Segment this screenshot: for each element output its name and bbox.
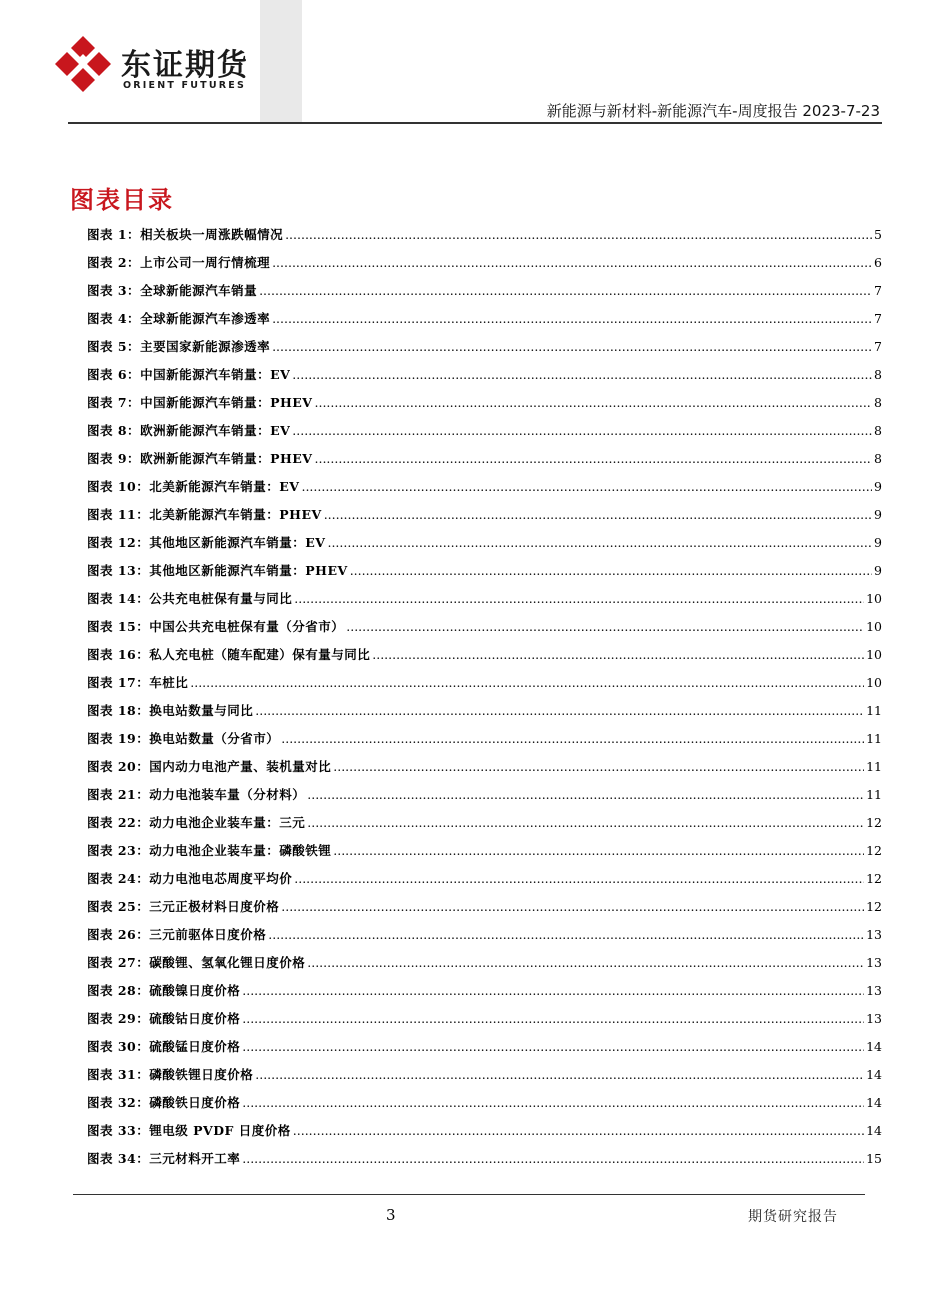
page-number: 3: [386, 1206, 396, 1224]
toc-entry-label: 图表 4：: [87, 311, 141, 326]
toc-entry-page: 12: [866, 843, 882, 858]
toc-dot-leader: [272, 253, 872, 273]
toc-entry-title: 相关板块一周涨跌幅情况: [140, 227, 284, 242]
toc-entry-page: 13: [866, 983, 882, 998]
toc-entry-title: 全球新能源汽车渗透率: [140, 311, 271, 326]
toc-entry-title: 私人充电桩（随车配建）保有量与同比: [149, 647, 371, 662]
toc-entry-page: 15: [866, 1151, 882, 1166]
footer-label: 期货研究报告: [748, 1209, 838, 1225]
toc-dot-leader: [294, 869, 864, 889]
toc-entry-label: 图表 20：: [87, 759, 150, 774]
toc-dot-leader: [301, 477, 872, 497]
toc-entry-page: 12: [866, 899, 882, 914]
toc-entry[interactable]: [87, 673, 882, 701]
toc-entry[interactable]: [87, 561, 882, 589]
toc-dot-leader: [255, 701, 864, 721]
toc-dot-leader: [307, 785, 864, 805]
toc-entry-page: 12: [866, 815, 882, 830]
toc-entry-page: 8: [874, 367, 882, 382]
toc-entry[interactable]: [87, 869, 882, 897]
toc-entry-page: 8: [874, 451, 882, 466]
toc-entry[interactable]: [87, 1093, 882, 1121]
toc-entry-label: 图表 1：: [87, 227, 141, 242]
toc-entry-title: 欧洲新能源汽车销量：EV: [140, 423, 291, 438]
toc-dot-leader: [333, 757, 864, 777]
toc-entry-page: 12: [866, 871, 882, 886]
orient-futures-logo-icon: [55, 36, 111, 94]
toc-entry-label: 图表 27：: [87, 955, 150, 970]
toc-entry-page: 14: [866, 1123, 882, 1138]
toc-entry-title: 三元材料开工率: [149, 1151, 241, 1166]
toc-dot-leader: [307, 813, 864, 833]
toc-entry-title: 全球新能源汽车销量: [140, 283, 258, 298]
toc-entry[interactable]: [87, 477, 882, 505]
toc-entry[interactable]: [87, 785, 882, 813]
toc-dot-leader: [294, 589, 864, 609]
toc-dot-leader: [259, 281, 872, 301]
toc-entry-page: 9: [874, 563, 882, 578]
toc-dot-leader: [327, 533, 872, 553]
toc-entry-page: 7: [874, 283, 882, 298]
toc-entry-page: 10: [866, 675, 882, 690]
toc-entry-title: 欧洲新能源汽车销量：PHEV: [140, 451, 313, 466]
toc-entry-page: 11: [866, 703, 882, 718]
toc-entry[interactable]: [87, 645, 882, 673]
toc-dot-leader: [350, 561, 872, 581]
toc-entry-label: 图表 29：: [87, 1011, 150, 1026]
toc-entry-title: 主要国家新能源渗透率: [140, 339, 271, 354]
toc-dot-leader: [324, 505, 872, 525]
toc-entry-label: 图表 3：: [87, 283, 141, 298]
toc-entry-label: 图表 13：: [87, 563, 150, 578]
toc-dot-leader: [255, 1065, 864, 1085]
toc-entry-title: 上市公司一周行情梳理: [140, 255, 271, 270]
toc-entry-label: 图表 7：: [87, 395, 141, 410]
toc-dot-leader: [281, 897, 864, 917]
toc-entry-label: 图表 34：: [87, 1151, 150, 1166]
toc-entry-title: 中国新能源汽车销量：PHEV: [140, 395, 313, 410]
toc-entry[interactable]: [87, 925, 882, 953]
toc-entry-label: 图表 14：: [87, 591, 150, 606]
toc-entry[interactable]: [87, 589, 882, 617]
toc-entry-page: 14: [866, 1067, 882, 1082]
toc-entry-label: 图表 31：: [87, 1067, 150, 1082]
toc-entry-label: 图表 17：: [87, 675, 150, 690]
toc-entry[interactable]: [87, 1121, 882, 1149]
toc-entry-title: 硫酸钴日度价格: [149, 1011, 241, 1026]
toc-entry-label: 图表 16：: [87, 647, 150, 662]
toc-entry[interactable]: [87, 393, 882, 421]
toc-entry-label: 图表 28：: [87, 983, 150, 998]
toc-entry-title: 中国新能源汽车销量：EV: [140, 367, 291, 382]
toc-dot-leader: [293, 1121, 864, 1141]
toc-entry-label: 图表 6：: [87, 367, 141, 382]
toc-entry-title: 动力电池装车量（分材料）: [149, 787, 306, 802]
toc-entry-title: 其他地区新能源汽车销量：PHEV: [149, 563, 348, 578]
toc-entry[interactable]: [87, 953, 882, 981]
toc-entry-page: 5: [874, 227, 882, 242]
toc-entry[interactable]: [87, 337, 882, 365]
toc-entry-page: 8: [874, 395, 882, 410]
toc-dot-leader: [315, 449, 873, 469]
toc-entry[interactable]: [87, 421, 882, 449]
toc-entry-label: 图表 18：: [87, 703, 150, 718]
toc-entry-label: 图表 12：: [87, 535, 150, 550]
toc-entry-title: 换电站数量与同比: [149, 703, 254, 718]
toc-dot-leader: [307, 953, 864, 973]
toc-dot-leader: [272, 337, 872, 357]
toc-dot-leader: [242, 981, 864, 1001]
toc-entry[interactable]: [87, 617, 882, 645]
toc-entry[interactable]: [87, 533, 882, 561]
toc-entry[interactable]: [87, 757, 882, 785]
footer-divider: [73, 1194, 865, 1195]
toc-entry-title: 公共充电桩保有量与同比: [149, 591, 293, 606]
toc-entry[interactable]: [87, 981, 882, 1009]
toc-entry-page: 9: [874, 479, 882, 494]
toc-entry-label: 图表 2：: [87, 255, 141, 270]
toc-dot-leader: [281, 729, 864, 749]
toc-entry-title: 北美新能源汽车销量：PHEV: [149, 507, 322, 522]
toc-dot-leader: [292, 365, 872, 385]
toc-entry-page: 9: [874, 507, 882, 522]
table-of-figures: [87, 225, 882, 1177]
toc-entry-page: 8: [874, 423, 882, 438]
toc-entry-page: 7: [874, 339, 882, 354]
toc-entry-label: 图表 22：: [87, 815, 150, 830]
toc-heading: 图表目录: [70, 186, 174, 214]
toc-entry-label: 图表 15：: [87, 619, 150, 634]
toc-entry-label: 图表 25：: [87, 899, 150, 914]
toc-entry-title: 中国公共充电桩保有量（分省市）: [149, 619, 345, 634]
toc-dot-leader: [285, 225, 872, 245]
toc-entry-label: 图表 33：: [87, 1123, 150, 1138]
toc-dot-leader: [346, 617, 864, 637]
toc-entry[interactable]: [87, 1065, 882, 1093]
toc-entry-label: 图表 21：: [87, 787, 150, 802]
toc-entry[interactable]: [87, 309, 882, 337]
toc-entry-title: 硫酸镍日度价格: [149, 983, 241, 998]
toc-entry-label: 图表 9：: [87, 451, 141, 466]
toc-entry-page: 11: [866, 731, 882, 746]
toc-entry[interactable]: [87, 897, 882, 925]
header-divider: [68, 122, 882, 124]
toc-entry-page: 14: [866, 1095, 882, 1110]
toc-dot-leader: [272, 309, 872, 329]
toc-entry-page: 11: [866, 787, 882, 802]
toc-entry[interactable]: [87, 701, 882, 729]
toc-entry-title: 三元正极材料日度价格: [149, 899, 280, 914]
toc-entry-title: 其他地区新能源汽车销量：EV: [149, 535, 326, 550]
logo-english-name: ORIENT FUTURES: [123, 80, 246, 91]
toc-entry-label: 图表 5：: [87, 339, 141, 354]
toc-dot-leader: [333, 841, 864, 861]
toc-entry-title: 三元前驱体日度价格: [149, 927, 267, 942]
toc-entry[interactable]: [87, 1149, 882, 1177]
toc-entry-label: 图表 23：: [87, 843, 150, 858]
toc-entry-page: 13: [866, 927, 882, 942]
toc-entry-page: 10: [866, 647, 882, 662]
toc-entry-page: 11: [866, 759, 882, 774]
toc-dot-leader: [268, 925, 864, 945]
toc-entry[interactable]: [87, 281, 882, 309]
toc-dot-leader: [242, 1149, 864, 1169]
toc-entry[interactable]: [87, 813, 882, 841]
toc-dot-leader: [292, 421, 872, 441]
toc-entry-title: 硫酸锰日度价格: [149, 1039, 241, 1054]
company-logo: [55, 36, 285, 96]
toc-dot-leader: [190, 673, 864, 693]
toc-entry-label: 图表 11：: [87, 507, 150, 522]
toc-entry-page: 13: [866, 1011, 882, 1026]
toc-entry-page: 6: [874, 255, 882, 270]
toc-entry-title: 碳酸锂、氢氧化锂日度价格: [149, 955, 306, 970]
toc-entry-title: 北美新能源汽车销量：EV: [149, 479, 300, 494]
toc-entry-title: 换电站数量（分省市）: [149, 731, 280, 746]
toc-entry-title: 磷酸铁锂日度价格: [149, 1067, 254, 1082]
logo-chinese-name: 东证期货: [121, 48, 249, 83]
toc-entry[interactable]: [87, 225, 882, 253]
toc-dot-leader: [242, 1009, 864, 1029]
toc-dot-leader: [242, 1093, 864, 1113]
toc-dot-leader: [315, 393, 873, 413]
toc-entry-page: 14: [866, 1039, 882, 1054]
toc-entry-title: 动力电池企业装车量：磷酸铁锂: [149, 843, 332, 858]
toc-entry[interactable]: [87, 505, 882, 533]
toc-entry-label: 图表 10：: [87, 479, 150, 494]
toc-entry[interactable]: [87, 1037, 882, 1065]
toc-entry-title: 国内动力电池产量、装机量对比: [149, 759, 332, 774]
toc-entry-page: 13: [866, 955, 882, 970]
toc-entry-title: 动力电池电芯周度平均价: [149, 871, 293, 886]
report-header-title: 新能源与新材料-新能源汽车-周度报告 2023-7-23: [546, 102, 880, 120]
toc-entry-title: 磷酸铁日度价格: [149, 1095, 241, 1110]
toc-entry[interactable]: [87, 449, 882, 477]
toc-entry[interactable]: [87, 253, 882, 281]
toc-entry-page: 10: [866, 619, 882, 634]
toc-entry-title: 动力电池企业装车量：三元: [149, 815, 306, 830]
toc-entry[interactable]: [87, 1009, 882, 1037]
toc-entry[interactable]: [87, 729, 882, 757]
toc-entry-title: 车桩比: [149, 675, 189, 690]
toc-dot-leader: [372, 645, 864, 665]
toc-entry-label: 图表 26：: [87, 927, 150, 942]
toc-entry-page: 10: [866, 591, 882, 606]
toc-entry-label: 图表 24：: [87, 871, 150, 886]
toc-entry-label: 图表 19：: [87, 731, 150, 746]
toc-entry-title: 锂电级 PVDF 日度价格: [149, 1123, 291, 1138]
toc-entry-page: 7: [874, 311, 882, 326]
toc-entry-label: 图表 30：: [87, 1039, 150, 1054]
toc-entry[interactable]: [87, 365, 882, 393]
toc-entry-label: 图表 8：: [87, 423, 141, 438]
toc-entry-label: 图表 32：: [87, 1095, 150, 1110]
toc-entry-page: 9: [874, 535, 882, 550]
toc-entry[interactable]: [87, 841, 882, 869]
toc-dot-leader: [242, 1037, 864, 1057]
